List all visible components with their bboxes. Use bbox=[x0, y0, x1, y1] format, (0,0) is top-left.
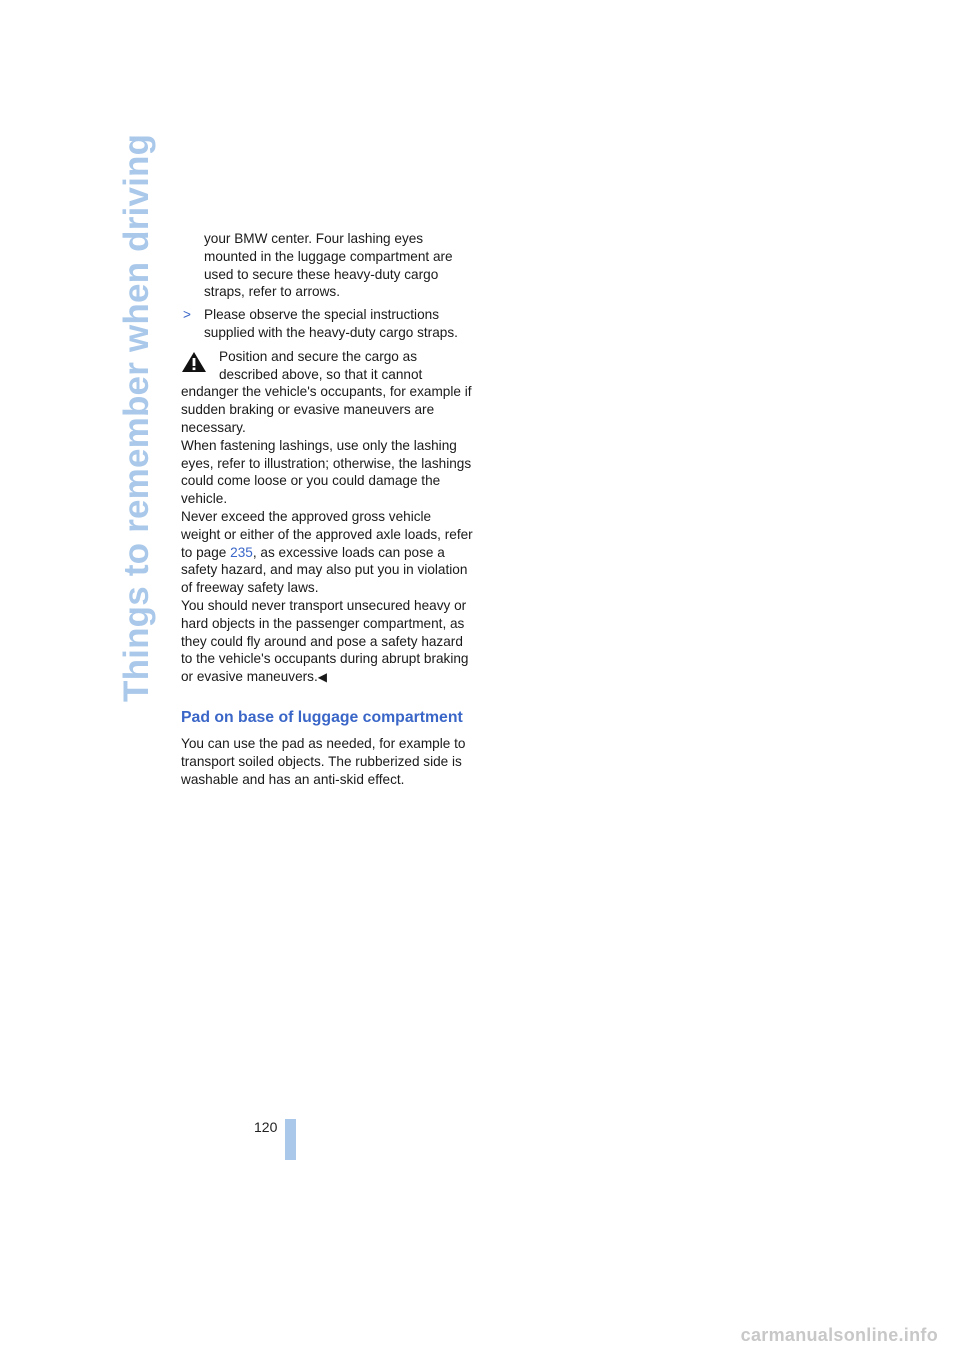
warning-text-4-body: You should never transport unsecured heavy or hard objects in the passenger compartment, as they could fly around and pose a safety hazard to the vehicle's occupants during abrupt braking or evasive maneuvers. bbox=[181, 597, 469, 685]
warning-text-2: When fastening lashings, use only the lashing eyes, refer to illustration; otherwise, the lashings could come loose or you could damage the vehicle. bbox=[181, 437, 472, 507]
watermark: carmanualsonline.info bbox=[740, 1325, 938, 1345]
bullet-item bbox=[181, 306, 473, 342]
warning-text-1: Position and secure the cargo as described above, so that it cannot endanger the vehicle's occupants, for example if sudden braking or evasive maneuvers are necessary. bbox=[181, 348, 472, 435]
warning-triangle-icon bbox=[181, 351, 207, 373]
page-side-bar bbox=[285, 1119, 296, 1160]
bullet-mark: > bbox=[183, 307, 191, 323]
end-mark-icon: ◀ bbox=[317, 670, 327, 685]
page-reference-link[interactable]: 235 bbox=[230, 544, 253, 560]
warning-text-3-start: Never exceed the approved gross vehicle weight or either of the approved axle loads, refer to page bbox=[181, 508, 473, 560]
text-column bbox=[181, 230, 473, 788]
warning-text-3-end: , as excessive loads can pose a safety hazard, and may also put you in violation of freeway safety laws. bbox=[181, 544, 468, 596]
warning-text-4 bbox=[181, 597, 473, 687]
bullet-text: Please observe the special instructions supplied with the heavy-duty cargo straps. bbox=[204, 307, 458, 340]
section-paragraph: You can use the pad as needed, for example to transport soiled objects. The rubberized side is washable and has an anti-skid effect. bbox=[181, 735, 466, 787]
section-heading: Pad on base of luggage compartment bbox=[181, 708, 463, 726]
warning-block bbox=[181, 348, 473, 687]
paragraph-continued: your BMW center. Four lashing eyes mounted in the luggage compartment are used to secure these heavy-duty cargo straps, refer to arrows. bbox=[204, 231, 453, 300]
chapter-title: Things to remember when driving bbox=[117, 133, 156, 702]
page-number: 120 bbox=[254, 1119, 278, 1135]
warning-text-3 bbox=[181, 508, 473, 597]
